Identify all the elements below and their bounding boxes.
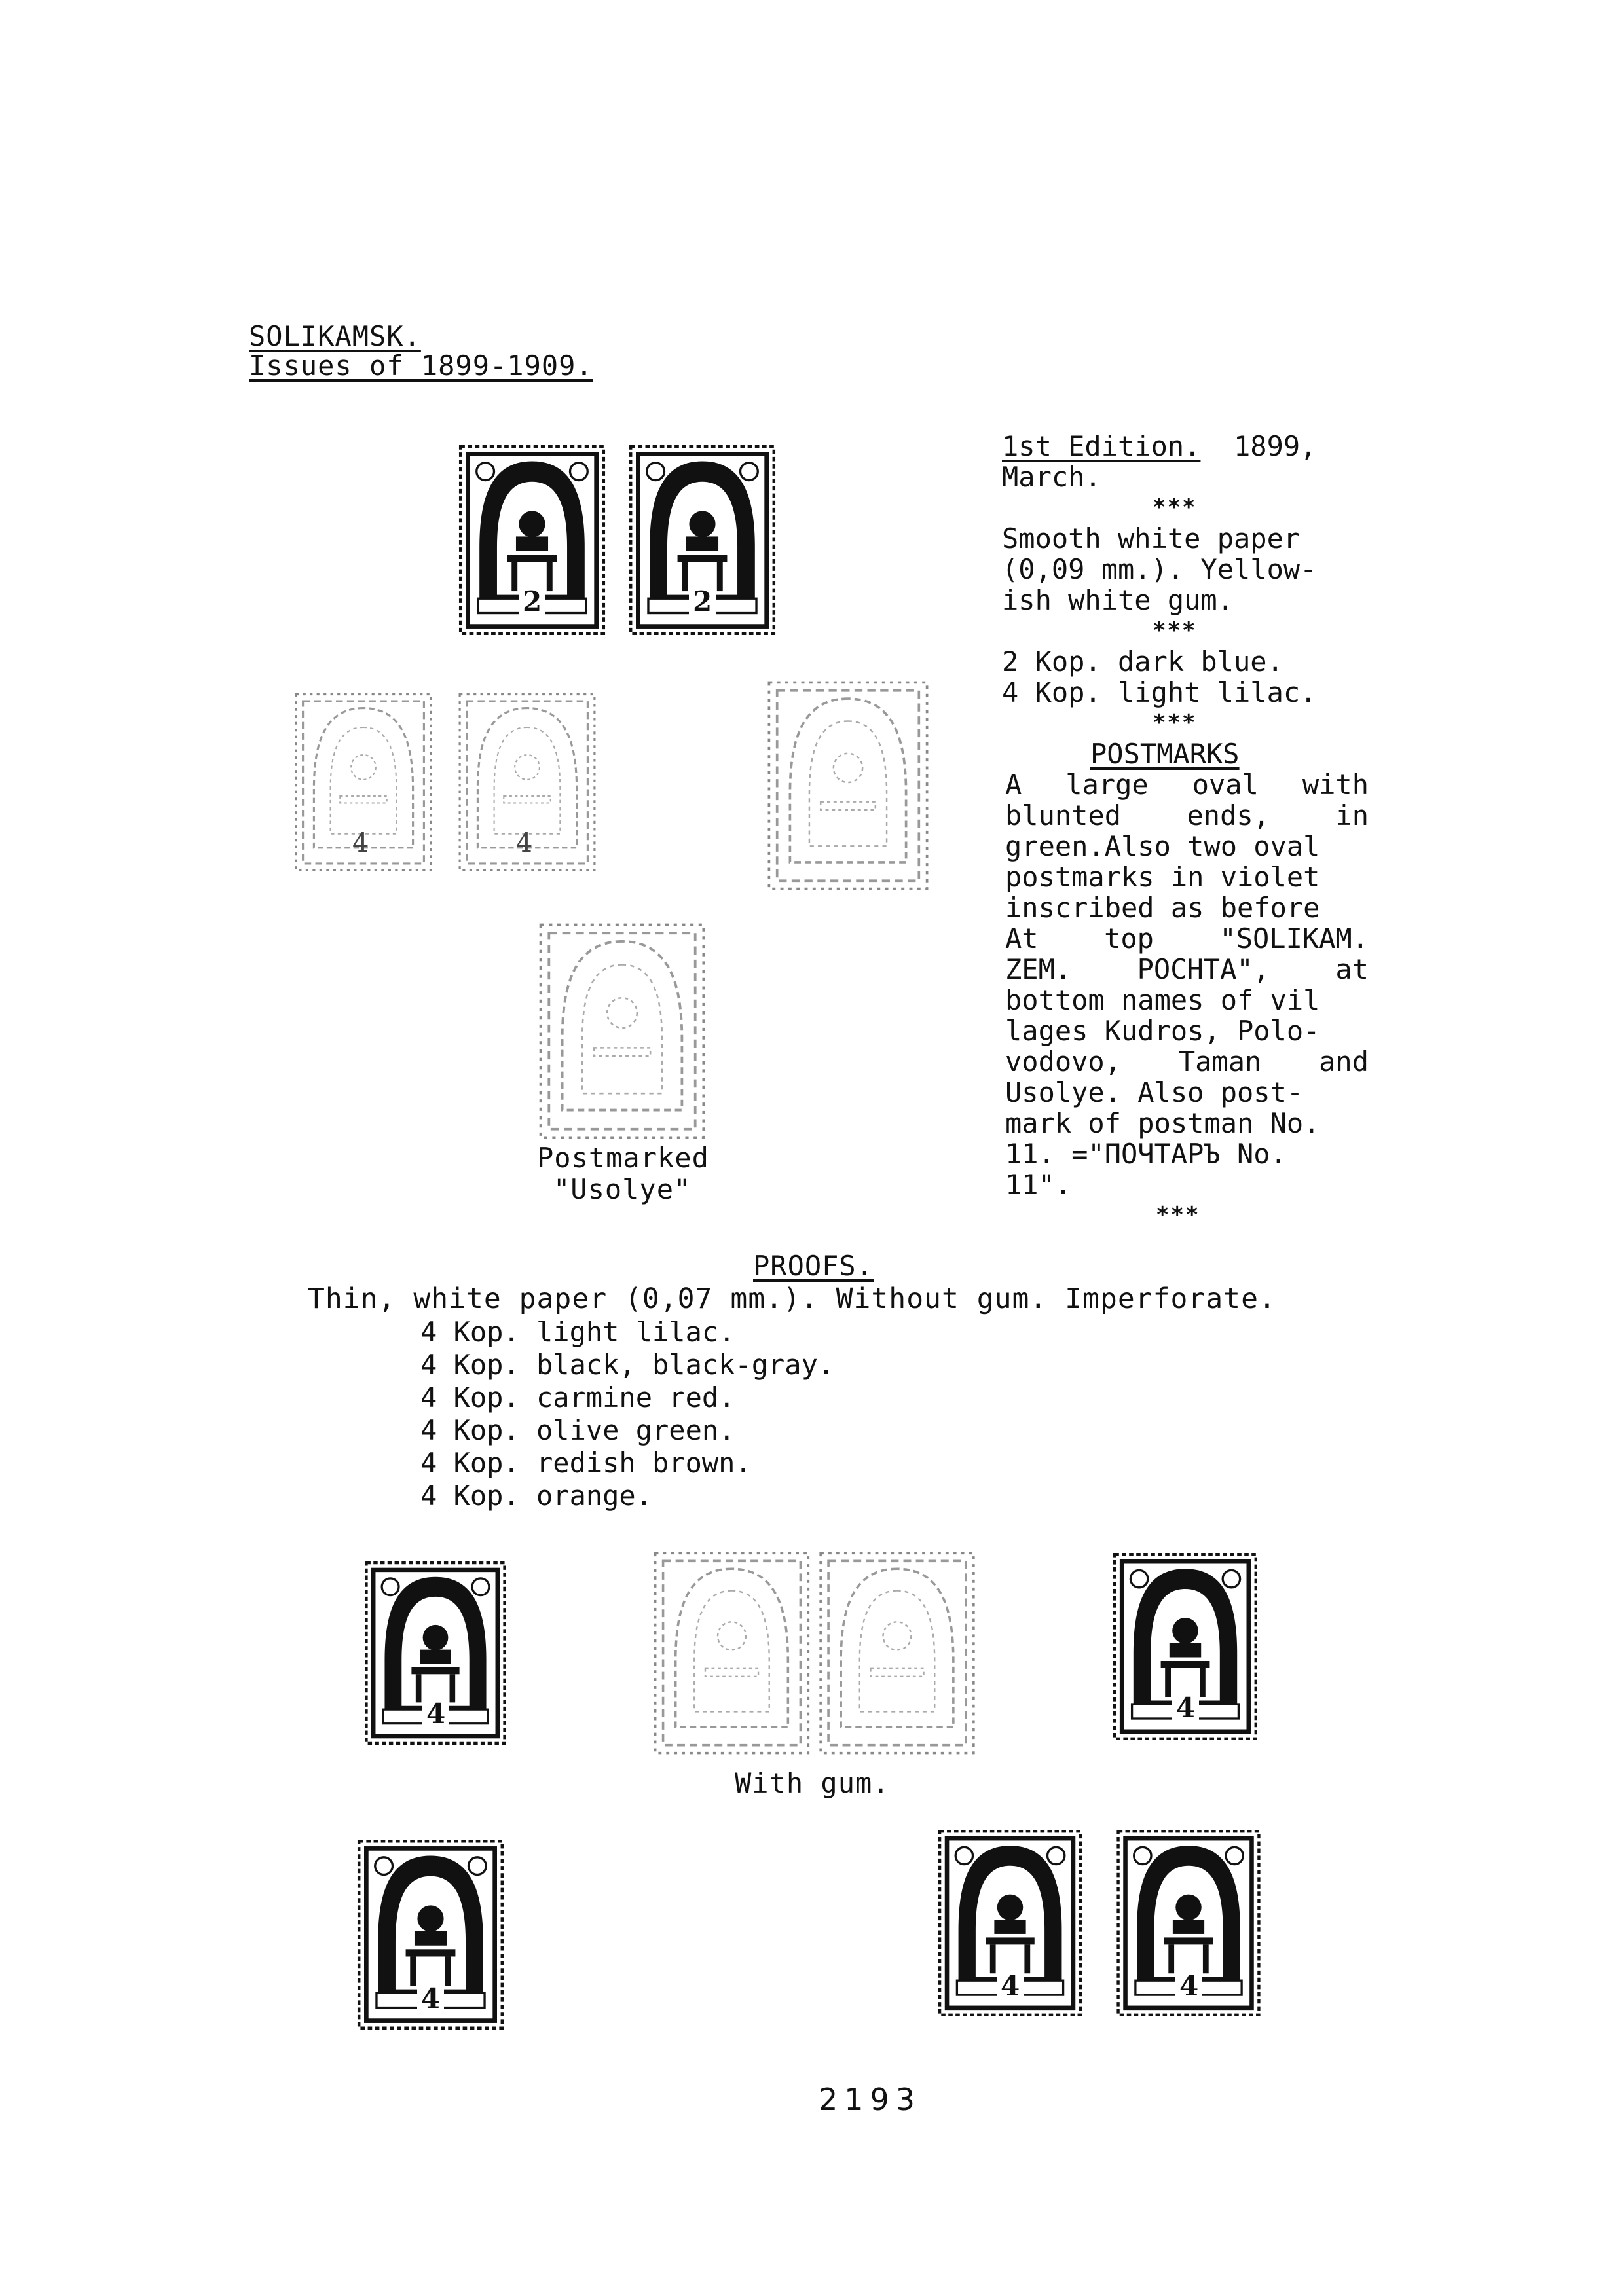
stamp-value: 2 bbox=[689, 588, 716, 615]
proof-stamp-4 bbox=[1113, 1552, 1257, 1741]
stamp-postmarked-usolye bbox=[537, 923, 707, 1139]
paper-line-2: (0,09 mm.). Yellow- bbox=[1002, 553, 1317, 585]
value-2kop: 2 Kop. dark blue. bbox=[1002, 646, 1283, 678]
proof-item: 4 Kop. carmine red. bbox=[420, 1381, 735, 1413]
stamp-value: 4 bbox=[1175, 1973, 1202, 2000]
page-subtitle: Issues of 1899-1909. bbox=[249, 350, 593, 382]
proofs-list bbox=[420, 1316, 834, 1512]
stamp-value: 4 bbox=[352, 828, 369, 858]
edition-details bbox=[1002, 431, 1369, 738]
divider-stars: *** bbox=[1153, 494, 1197, 520]
caption-postmarked: Postmarked bbox=[537, 1142, 709, 1174]
proof-item: 4 Kop. redish brown. bbox=[420, 1447, 752, 1479]
edition-year: 1899, bbox=[1234, 430, 1317, 462]
page-title: SOLIKAMSK. bbox=[249, 320, 421, 352]
proofs-heading: PROOFS. bbox=[753, 1250, 874, 1282]
edition-month: March. bbox=[1002, 461, 1101, 493]
proof-item: 4 Kop. black, black-gray. bbox=[420, 1349, 835, 1381]
paper-line-3: ish white gum. bbox=[1002, 584, 1234, 616]
postmarks-line: A large oval with bbox=[1005, 769, 1369, 801]
postmarks-line: mark of postman No. bbox=[1005, 1107, 1320, 1139]
proof-item: 4 Kop. olive green. bbox=[420, 1414, 735, 1446]
stamp-value: 4 bbox=[422, 1700, 449, 1728]
divider-stars: *** bbox=[1153, 710, 1197, 736]
postmarks-line: vodovo, Taman and bbox=[1005, 1046, 1369, 1078]
stamp-value: 4 bbox=[997, 1973, 1024, 2000]
edition-heading: 1st Edition. bbox=[1002, 430, 1201, 462]
divider-stars: *** bbox=[1156, 1202, 1200, 1228]
with-gum-caption: With gum. bbox=[735, 1767, 890, 1799]
gum-stamp-2 bbox=[936, 1830, 1084, 2016]
proof-item: 4 Kop. orange. bbox=[420, 1480, 653, 1512]
paper-line-1: Smooth white paper bbox=[1002, 522, 1301, 555]
proofs-description: Thin, white paper (0,07 mm.). Without gum. Imperforate. bbox=[308, 1283, 1276, 1315]
stamp-2kop-1 bbox=[458, 445, 606, 635]
postmarks-line: bottom names of vil bbox=[1005, 984, 1320, 1016]
stamp-4kop-2 bbox=[458, 691, 596, 874]
postmarks-line: postmarks in violet bbox=[1005, 861, 1320, 893]
stamp-value: 4 bbox=[516, 828, 533, 858]
stamp-4kop-1 bbox=[295, 691, 432, 874]
postmarks-line: At top "SOLIKAM. bbox=[1005, 922, 1369, 955]
stamp-value: 4 bbox=[417, 1985, 444, 2013]
proof-stamp-3 bbox=[819, 1552, 976, 1755]
postmarks-line: 11". bbox=[1005, 1169, 1072, 1201]
gum-stamp-1 bbox=[357, 1840, 504, 2030]
postmarks-line: lages Kudros, Polo- bbox=[1005, 1015, 1320, 1047]
stamp-2kop-2 bbox=[629, 445, 776, 635]
stamp-4kop-postmarked bbox=[766, 681, 930, 890]
postmarks-line: green.Also two oval bbox=[1005, 830, 1320, 862]
gum-stamp-3 bbox=[1116, 1830, 1261, 2016]
stamp-value: 2 bbox=[519, 588, 545, 615]
edition-heading-line bbox=[1002, 431, 1369, 462]
postmarks-line: blunted ends, in bbox=[1005, 799, 1369, 831]
value-4kop: 4 Kop. light lilac. bbox=[1002, 676, 1317, 708]
caption-usolye: "Usolye" bbox=[553, 1173, 692, 1205]
postmarks-line: ZEM. POCHTA", at bbox=[1005, 953, 1369, 985]
proof-stamp-1 bbox=[363, 1561, 507, 1745]
postmarks-heading: POSTMARKS bbox=[1090, 738, 1240, 770]
stamp-value: 4 bbox=[1172, 1694, 1199, 1722]
postmarks-section bbox=[1005, 738, 1369, 1231]
proof-stamp-2 bbox=[645, 1552, 819, 1755]
postmarks-line: inscribed as before bbox=[1005, 892, 1320, 924]
proof-item: 4 Kop. light lilac. bbox=[420, 1316, 735, 1348]
postmarks-line: 11. ="ПОЧТАРЪ No. bbox=[1005, 1138, 1287, 1170]
postmarks-line: Usolye. Also post- bbox=[1005, 1076, 1304, 1108]
page-number: 2193 bbox=[819, 2082, 922, 2117]
divider-stars: *** bbox=[1153, 617, 1197, 644]
